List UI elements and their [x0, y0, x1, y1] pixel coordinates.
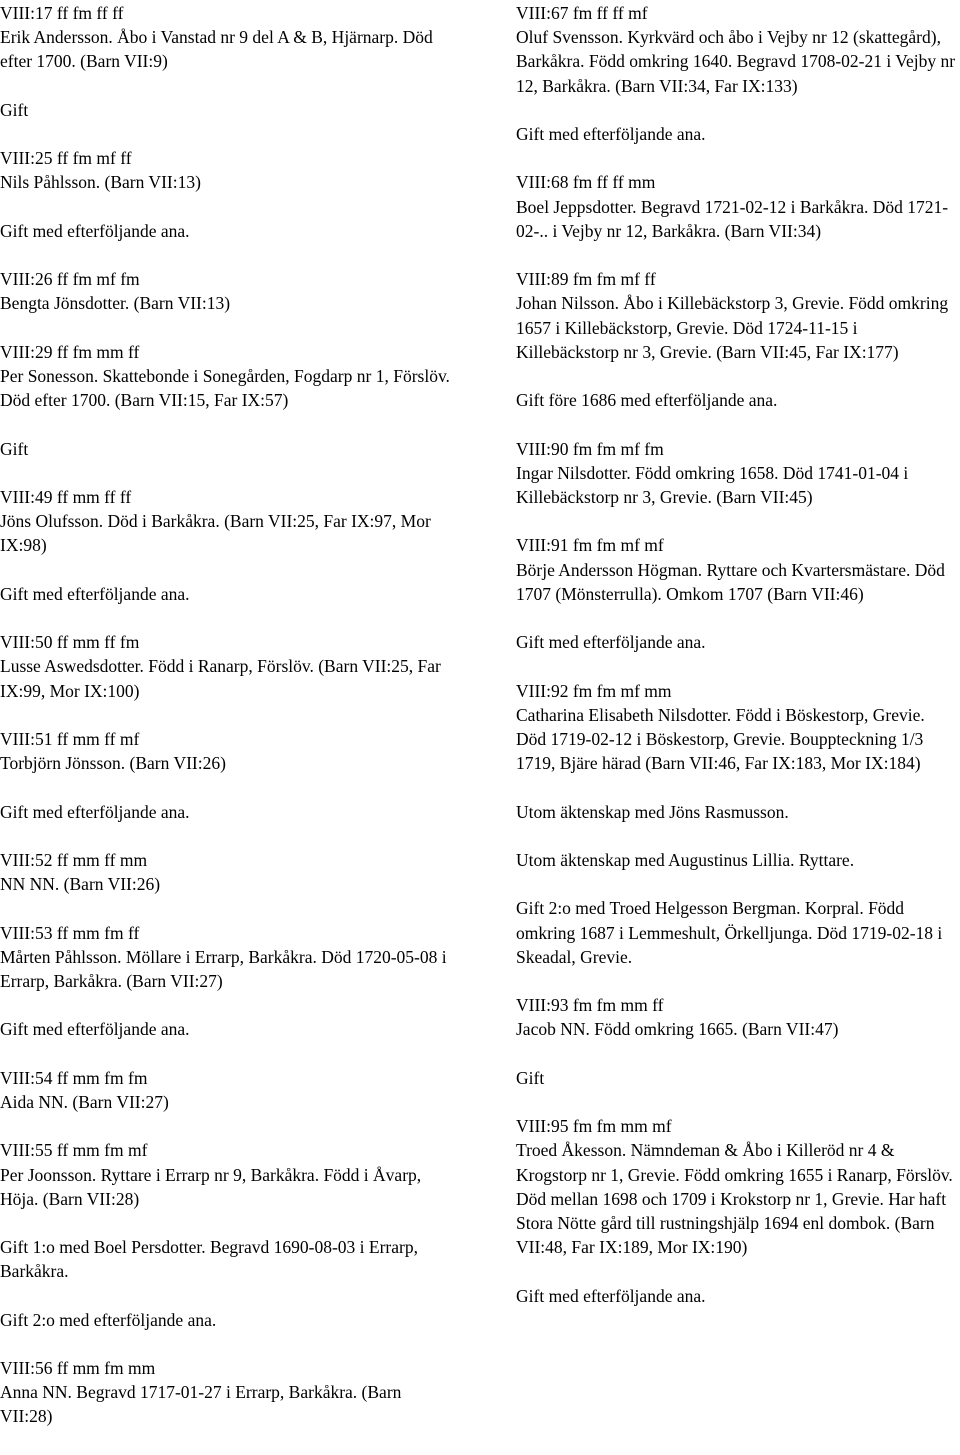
- note-text: Gift 2:o med efterföljande ana.: [0, 1309, 217, 1330]
- ancestor-entry: [0, 727, 452, 775]
- ancestor-entry: [516, 1114, 956, 1259]
- ancestor-entry: [0, 1, 452, 74]
- entry-id: VIII:51 ff mm ff mf: [0, 728, 140, 749]
- entry-text: Lusse Aswedsdotter. Född i Ranarp, Förslöv. (Barn VII:25, Far IX:99, Mor IX:100): [0, 656, 441, 701]
- marriage-note: [516, 800, 956, 824]
- ancestor-entry: [516, 170, 956, 243]
- ancestor-entry: [0, 340, 452, 413]
- note-text: Utom äktenskap med Augustinus Lillia. Ryttare.: [516, 849, 855, 870]
- entry-text: Oluf Svensson. Kyrkvärd och åbo i Vejby nr 12 (skattegård), Barkåkra. Född omkring 1640. Begravd 1708-02-21 i Vejby nr 12, Barkåkra. (Barn VII:34, Far IX:133): [516, 27, 956, 96]
- ancestor-entry: [0, 1138, 452, 1211]
- entry-id: VIII:25 ff fm mf ff: [0, 148, 132, 169]
- note-text: Gift före 1686 med efterföljande ana.: [516, 390, 778, 411]
- ancestor-entry: [0, 267, 452, 315]
- ancestor-entry: [0, 1356, 452, 1429]
- entry-id: VIII:67 fm ff ff mf: [516, 3, 648, 23]
- entry-text: Bengta Jönsdotter. (Barn VII:13): [0, 293, 231, 314]
- entry-text: Aida NN. (Barn VII:27): [0, 1091, 169, 1112]
- entry-id: VIII:17 ff fm ff ff: [0, 3, 124, 23]
- ancestor-entry: [0, 1066, 452, 1114]
- marriage-note: [0, 98, 452, 122]
- left-column: [0, 1, 452, 1453]
- marriage-note: [0, 582, 452, 606]
- ancestor-entry: [516, 1, 956, 98]
- entry-text: Per Sonesson. Skattebonde i Sonegården, Fogdarp nr 1, Förslöv. Död efter 1700. (Barn VII:15, Far IX:57): [0, 365, 450, 411]
- right-column: [516, 1, 956, 1332]
- marriage-note: [516, 1284, 956, 1308]
- note-text: Gift med efterföljande ana.: [0, 1019, 190, 1040]
- entry-text: Anna NN. Begravd 1717-01-27 i Errarp, Barkåkra. (Barn VII:28): [0, 1382, 402, 1427]
- note-text: Gift med efterföljande ana.: [516, 632, 706, 653]
- entry-text: Torbjörn Jönsson. (Barn VII:26): [0, 753, 226, 774]
- entry-text: Ingar Nilsdotter. Född omkring 1658. Död 1741-01-04 i Killebäckstorp nr 3, Grevie. (Barn VII:45): [516, 462, 909, 507]
- note-text: Gift med efterföljande ana.: [516, 1285, 706, 1306]
- entry-text: Nils Påhlsson. (Barn VII:13): [0, 172, 201, 193]
- entry-id: VIII:50 ff mm ff fm: [0, 632, 140, 653]
- marriage-note: [0, 437, 452, 461]
- entry-text: Jacob NN. Född omkring 1665. (Barn VII:47): [516, 1019, 839, 1040]
- ancestor-entry: [0, 146, 452, 194]
- marriage-note: [516, 848, 956, 872]
- entry-id: VIII:93 fm fm mm ff: [516, 995, 664, 1016]
- entry-text: Boel Jeppsdotter. Begravd 1721-02-12 i Barkåkra. Död 1721-02-.. i Vejby nr 12, Barkåkra. (Barn VII:34): [516, 196, 949, 241]
- marriage-note: [0, 800, 452, 824]
- marriage-note: [0, 1017, 452, 1041]
- entry-text: Johan Nilsson. Åbo i Killebäckstorp 3, Grevie. Född omkring 1657 i Killebäckstorp, Grevie. Död 1724-11-15 i Killebäckstorp nr 3, Grevie. (Barn VII:45, Far IX:177): [516, 293, 949, 362]
- marriage-note: [0, 219, 452, 243]
- entry-id: VIII:53 ff mm fm ff: [0, 922, 140, 943]
- ancestor-entry: [0, 921, 452, 994]
- note-text: Gift med efterföljande ana.: [0, 583, 190, 604]
- entry-id: VIII:68 fm ff ff mm: [516, 172, 656, 193]
- entry-id: VIII:52 ff mm ff mm: [0, 849, 148, 870]
- note-text: Gift 2:o med Troed Helgesson Bergman. Korpral. Född omkring 1687 i Lemmeshult, Örkelljunga. Död 1719-02-18 i Skeadal, Grevie.: [516, 898, 943, 967]
- entry-id: VIII:49 ff mm ff ff: [0, 486, 132, 507]
- note-text: Gift 1:o med Boel Persdotter. Begravd 1690-08-03 i Errarp, Barkåkra.: [0, 1237, 418, 1282]
- ancestor-entry: [0, 848, 452, 896]
- ancestor-entry: [516, 679, 956, 776]
- entry-text: Jöns Olufsson. Död i Barkåkra. (Barn VII:25, Far IX:97, Mor IX:98): [0, 511, 431, 556]
- entry-text: NN NN. (Barn VII:26): [0, 874, 161, 895]
- marriage-note: [516, 630, 956, 654]
- marriage-note: [0, 1235, 452, 1283]
- ancestor-entry: [516, 993, 956, 1041]
- marriage-note: [0, 1308, 452, 1332]
- marriage-note: [516, 388, 956, 412]
- entry-id: VIII:95 fm fm mm mf: [516, 1116, 672, 1137]
- entry-text: Per Joonsson. Ryttare i Errarp nr 9, Barkåkra. Född i Åvarp, Höja. (Barn VII:28): [0, 1164, 422, 1209]
- entry-id: VIII:92 fm fm mf mm: [516, 680, 672, 701]
- note-text: Gift med efterföljande ana.: [0, 220, 190, 241]
- entry-id: VIII:56 ff mm fm mm: [0, 1358, 156, 1379]
- entry-text: Erik Andersson. Åbo i Vanstad nr 9 del A & B, Hjärnarp. Död efter 1700. (Barn VII:9): [0, 27, 433, 72]
- ancestor-entry: [516, 533, 956, 606]
- entry-text: Börje Andersson Högman. Ryttare och Kvartersmästare. Död 1707 (Mönsterrulla). Omkom 1707 (Barn VII:46): [516, 559, 945, 604]
- note-text: Gift med efterföljande ana.: [516, 124, 706, 144]
- marriage-note: [516, 122, 956, 146]
- entry-id: VIII:89 fm fm mf ff: [516, 269, 656, 290]
- entry-text: Catharina Elisabeth Nilsdotter. Född i Böskestorp, Grevie. Död 1719-02-12 i Böskestorp, Grevie. Bouppteckning 1/3 1719, Bjäre härad (Barn VII:46, Far IX:183, Mor IX:184): [516, 704, 925, 774]
- ancestor-entry: [0, 485, 452, 558]
- entry-text: Troed Åkesson. Nämndeman & Åbo i Killeröd nr 4 & Krogstorp nr 1, Grevie. Född omkring 1655 i Ranarp, Förslöv. Död mellan 1698 och 1709 i Krokstorp nr 1, Grevie. Har haft Stora Nötte gård till rustningshjälp 1694 enl dombok. (Barn VII:48, Far IX:189, Mor IX:190): [516, 1140, 953, 1258]
- note-text: Gift med efterföljande ana.: [0, 801, 190, 822]
- entry-id: VIII:91 fm fm mf mf: [516, 535, 664, 556]
- marriage-note: [516, 896, 956, 969]
- entry-id: VIII:29 ff fm mm ff: [0, 341, 140, 362]
- ancestor-entry: [0, 630, 452, 703]
- entry-id: VIII:90 fm fm mf fm: [516, 438, 664, 459]
- entry-text: Mårten Påhlsson. Möllare i Errarp, Barkåkra. Död 1720-05-08 i Errarp, Barkåkra. (Barn VII:27): [0, 946, 447, 991]
- marriage-note: [516, 1066, 956, 1090]
- note-text: Utom äktenskap med Jöns Rasmusson.: [516, 801, 789, 822]
- note-text: Gift: [0, 99, 29, 120]
- entry-id: VIII:54 ff mm fm fm: [0, 1067, 148, 1088]
- note-text: Gift: [516, 1067, 545, 1088]
- ancestor-entry: [516, 267, 956, 364]
- note-text: Gift: [0, 438, 29, 459]
- entry-id: VIII:55 ff mm fm mf: [0, 1140, 148, 1161]
- entry-id: VIII:26 ff fm mf fm: [0, 269, 140, 290]
- ancestor-entry: [516, 437, 956, 510]
